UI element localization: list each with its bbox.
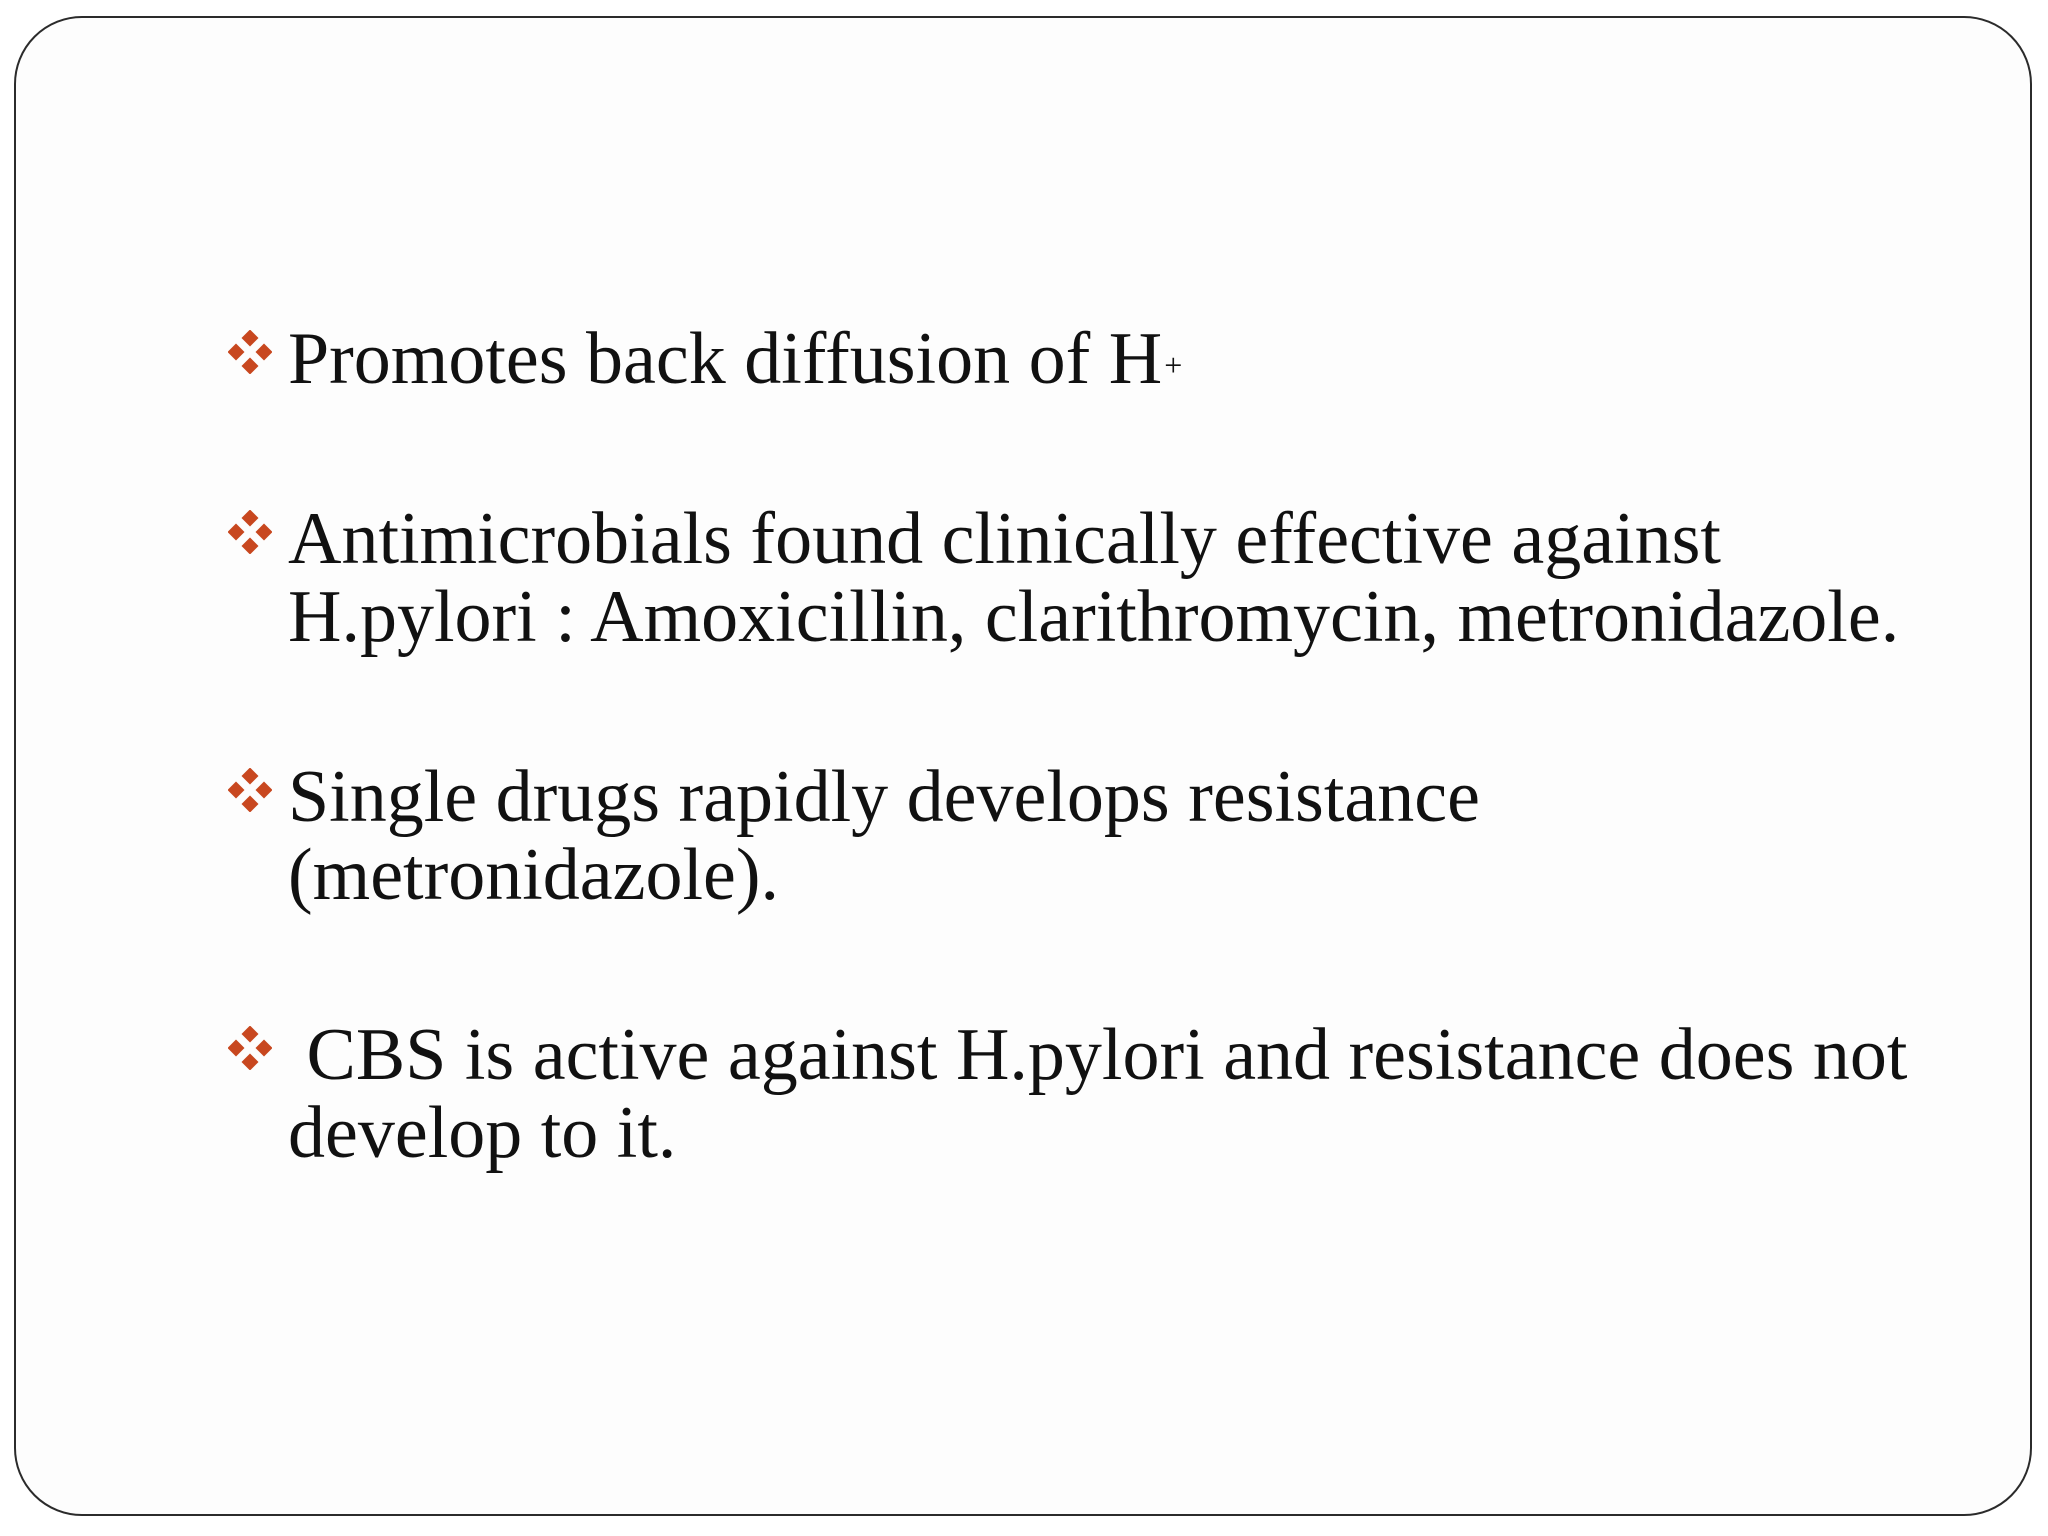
superscript-plus: +: [1164, 347, 1183, 383]
diamond-bullet-icon: [228, 510, 272, 554]
bullet-item-h-plus: [228, 320, 1948, 398]
bullet-text: CBS is active against H.pylori and resistance does not develop to it.: [288, 1014, 1926, 1174]
bullet-text: Promotes back diffusion of H: [288, 318, 1163, 400]
bullet-item-cbs: [228, 1016, 1948, 1172]
bullet-item-antimicrobials: [228, 500, 1948, 656]
bullet-text: Antimicrobials found clinically effective against H.pylori : Amoxicillin, clarithromycin, metronidazole.: [288, 498, 1900, 658]
bullet-item-resistance: [228, 758, 1948, 914]
diamond-bullet-icon: [228, 768, 272, 812]
diamond-bullet-icon: [228, 330, 272, 374]
bullet-list: [228, 320, 1948, 1172]
bullet-text: Single drugs rapidly develops resistance (metronidazole).: [288, 756, 1480, 916]
diamond-bullet-icon: [228, 1026, 272, 1070]
